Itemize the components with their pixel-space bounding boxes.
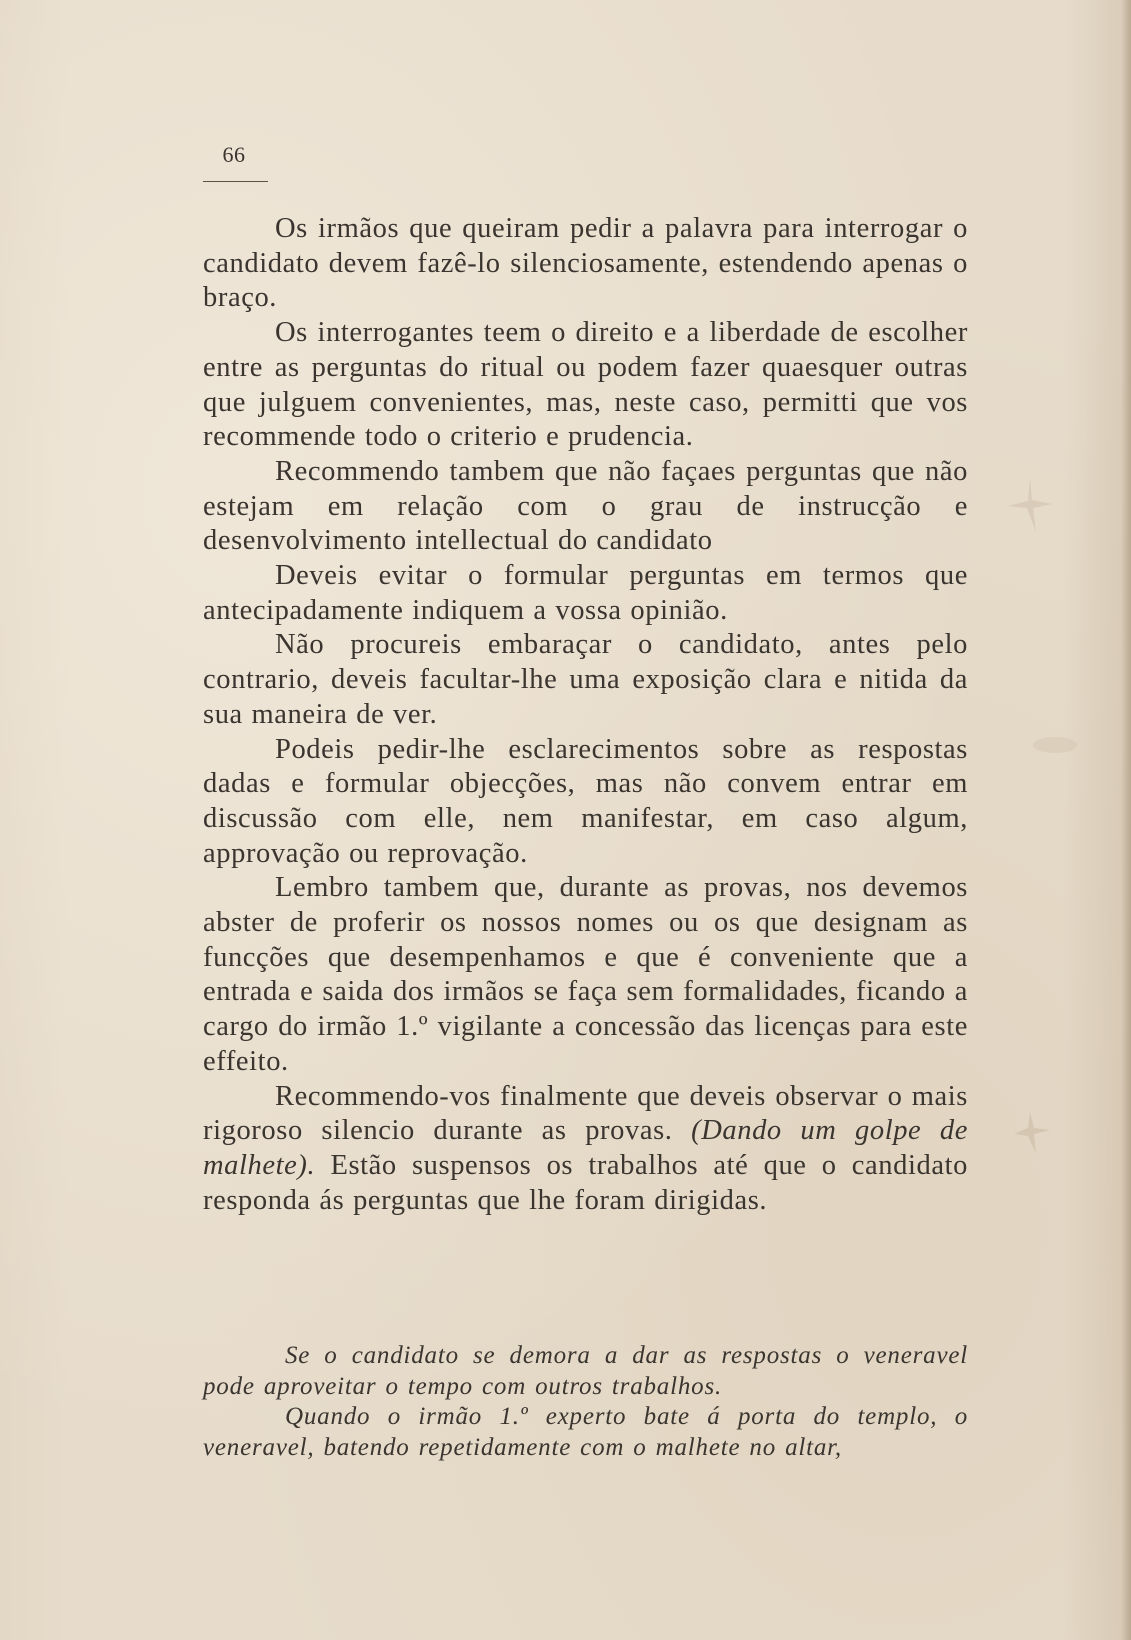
stage-direction: (Dando um golpe de malhete).: [203, 1115, 969, 1181]
paragraph: Podeis pedir-lhe esclarecimentos sobre as respostas dadas e formular objecções, mas não convem entrar em discussão com elle, nem manifestar, em caso algum, approvação ou reprovação.: [203, 733, 968, 869]
note-paragraph: Quando o irmão 1.º experto bate á porta do templo, o veneravel, batendo repetidamente com o malhete no altar,: [203, 1403, 968, 1461]
paragraph-text: Estão suspensos os trabalhos até que o candidato responda ás perguntas que lhe foram dirigidas.: [203, 1149, 968, 1216]
paper-stain-mark: [1008, 1108, 1056, 1160]
body-text: [203, 212, 968, 1218]
paragraph: [203, 1080, 968, 1219]
paper-stain-mark: [1000, 470, 1060, 540]
paragraph: Os interrogantes teem o direito e a liberdade de escolher entre as perguntas do ritual ou podem fazer quaesquer outras que julguem convenientes, mas, neste caso, permitti que vos recommende todo o criterio e prudencia.: [203, 317, 968, 453]
paragraph: Recommendo tambem que não façaes perguntas que não estejam em relação com o grau de instrucção e desenvolvimento intellectual do candidato: [203, 455, 968, 557]
page-edge-shadow: [1121, 0, 1131, 1640]
page-number: 66: [222, 142, 246, 167]
note-paragraph: Se o candidato se demora a dar as respostas o veneravel pode aproveitar o tempo com outros trabalhos.: [203, 1342, 968, 1400]
paragraph-text: Recommendo-vos finalmente que deveis observar o mais rigoroso silencio durante as provas.: [203, 1080, 968, 1147]
paragraph: Não procureis embaraçar o candidato, antes pelo contrario, deveis facultar-lhe uma exposição clara e nitida da sua maneira de ver.: [203, 629, 968, 730]
paragraph: Lembro tambem que, durante as provas, nos devemos abster de proferir os nossos nomes ou os que designam as funcções que desempenhamos e que é conveniente que a entrada e saida dos irmãos se faça sem formalidades, ficando a cargo do irmão 1.º vigilante a concessão das licenças para este effeito.: [203, 872, 968, 1077]
page-number-rule: [203, 181, 268, 182]
ritual-note: [203, 1341, 968, 1463]
paragraph: Deveis evitar o formular perguntas em termos que antecipadamente indiquem a vossa opinião.: [203, 560, 968, 626]
paragraph: Os irmãos que queiram pedir a palavra para interrogar o candidato devem fazê-lo silenciosamente, estendendo apenas o braço.: [203, 213, 968, 314]
paper-stain-mark: [1030, 730, 1080, 760]
